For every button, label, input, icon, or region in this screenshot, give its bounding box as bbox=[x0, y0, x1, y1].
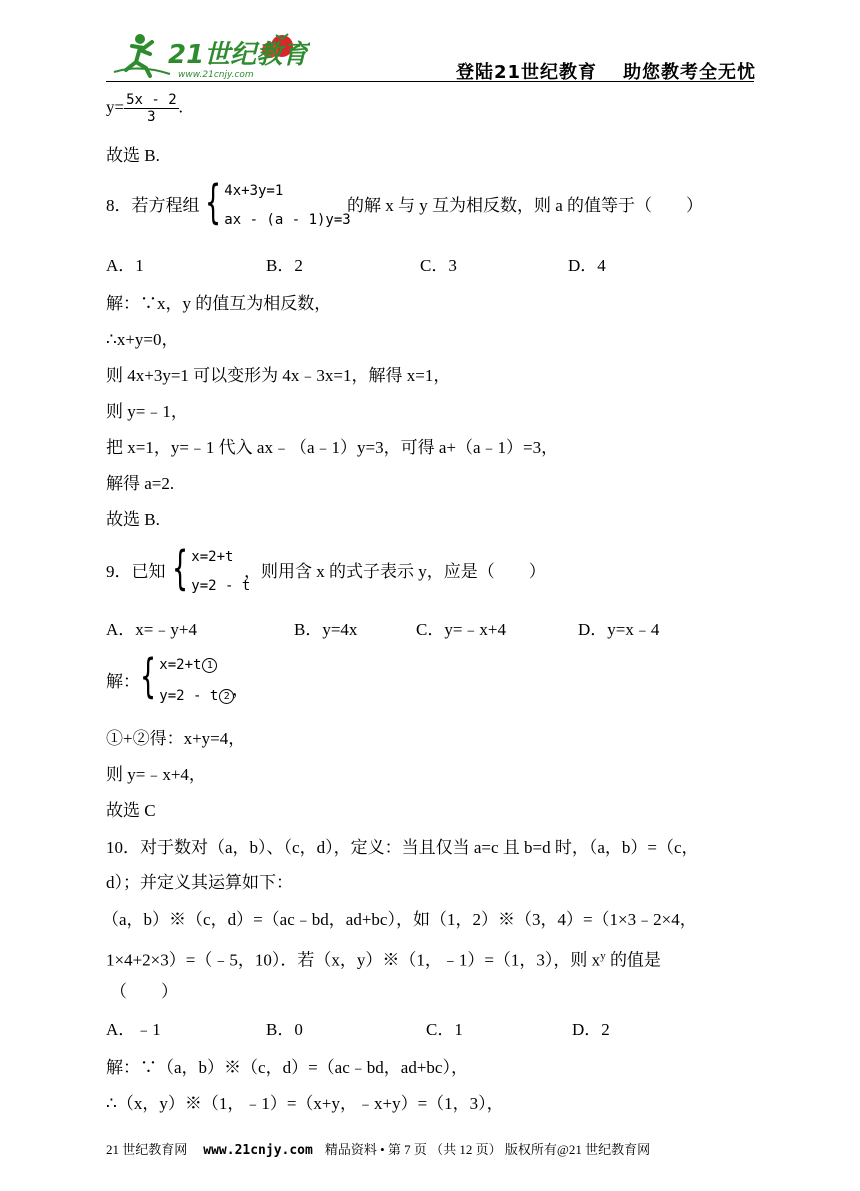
q8-sys-row1: 4x+3y=1 bbox=[224, 183, 284, 199]
q9-solution-line-3: 故选 C bbox=[106, 801, 156, 820]
q9-option-b: B．y=4x bbox=[294, 620, 358, 639]
q7-y-suffix: . bbox=[178, 97, 183, 117]
q8-option-c: C．3 bbox=[420, 256, 457, 275]
q10-stem-line-3: （a，b）※（c，d）=（ac﹣bd，ad+bc），如（1，2）※（3，4）=（1×3﹣2×4， bbox=[102, 910, 697, 929]
q9-sol-row1-text: x=2+t bbox=[159, 657, 202, 673]
slogan-right: 助您教考全无忧 bbox=[623, 62, 757, 83]
logo-graphic bbox=[110, 30, 310, 82]
footer-info: 精品资料 • 第 7 页 （共 12 页） 版权所有@21 世纪教育网 bbox=[324, 1142, 651, 1157]
logo bbox=[110, 30, 310, 82]
q9-solution-system bbox=[140, 649, 234, 706]
page-footer bbox=[106, 1139, 650, 1158]
q10-stem-line-5: （ ） bbox=[110, 982, 178, 1001]
q10-option-c: C．1 bbox=[426, 1020, 463, 1039]
q9-sol-row2 bbox=[159, 687, 234, 706]
circled-1-icon: 1 bbox=[202, 658, 217, 673]
slogan-left: 登陆21世纪教育 bbox=[456, 62, 598, 83]
q7-frac-den: 3 bbox=[147, 109, 156, 125]
q10-stem-line-1: 10．对于数对（a，b）、（c，d），定义：当且仅当 a=c 且 b=d 时，（a，b）=（c， bbox=[106, 838, 699, 857]
q7-frac-num: 5x - 2 bbox=[126, 92, 177, 108]
q7-fraction bbox=[124, 92, 179, 125]
q8-brace: { bbox=[205, 175, 222, 229]
q8-sys-row2: ax - (a - 1)y=3 bbox=[224, 212, 351, 228]
header-divider bbox=[106, 81, 754, 82]
q9-sol-row1 bbox=[159, 656, 234, 675]
q8-option-d: D．4 bbox=[568, 256, 606, 275]
q8-solution-line-2: ∴x+y=0， bbox=[106, 330, 179, 349]
q9-sol-row2-text: y=2 - t bbox=[159, 688, 219, 704]
q9-solution-brace: { bbox=[140, 649, 157, 703]
q8-solution-line-5: 把 x=1，y=﹣1 代入 ax﹣（a﹣1）y=3，可得 a+（a﹣1）=3， bbox=[106, 438, 559, 457]
q9-sys-row1: x=2+t bbox=[191, 549, 234, 565]
q10-line4-exponent: y bbox=[600, 950, 606, 962]
q10-line4-main: 1×4+2×3）=（﹣5，10）．若（x，y）※（1，﹣1）=（1，3），则 x bbox=[106, 950, 601, 970]
footer-site: 21 世纪教育网 bbox=[106, 1142, 188, 1157]
q8-solution-line-1: 解：∵x，y 的值互为相反数， bbox=[106, 294, 332, 313]
q8-option-b: B．2 bbox=[266, 256, 303, 275]
q10-stem-line-2: d）；并定义其运算如下： bbox=[106, 873, 293, 892]
q7-answer: 故选 B. bbox=[106, 146, 160, 165]
q9-solution-prefix: 解： bbox=[106, 672, 140, 691]
q9-solution-line-1: ①+②得：x+y=4， bbox=[106, 729, 246, 748]
logo-url: www.21cnjy.com bbox=[178, 70, 254, 80]
q10-option-a: A．﹣1 bbox=[106, 1020, 161, 1039]
q9-brace: { bbox=[172, 541, 189, 595]
q8-solution-line-3: 则 4x+3y=1 可以变形为 4x﹣3x=1，解得 x=1， bbox=[106, 366, 451, 385]
q10-option-b: B．0 bbox=[266, 1020, 303, 1039]
q8-option-a: A．1 bbox=[106, 256, 144, 275]
q8-solution-line-4: 则 y=﹣1， bbox=[106, 402, 188, 421]
q7-y-prefix: y= bbox=[106, 97, 125, 117]
q9-stem-prefix: 9．已知 bbox=[106, 562, 166, 581]
q10-option-d: D．2 bbox=[572, 1020, 610, 1039]
q8-stem-prefix: 8．若方程组 bbox=[106, 196, 200, 215]
footer-url[interactable]: www.21cnjy.com bbox=[203, 1143, 313, 1158]
q8-solution-line-7: 故选 B. bbox=[106, 510, 160, 529]
q9-stem-suffix: ，则用含 x 的式子表示 y，应是（ ） bbox=[244, 562, 546, 581]
q7-result bbox=[106, 92, 183, 125]
circled-2-icon: 2 bbox=[219, 689, 234, 704]
q9-sys-row2: y=2 - t bbox=[191, 578, 251, 594]
q10-solution-line-1: 解：∵（a，b）※（c，d）=（ac﹣bd，ad+bc）， bbox=[106, 1058, 468, 1077]
q9-equation-system bbox=[172, 541, 251, 596]
q10-stem-line-4 bbox=[106, 946, 661, 971]
q10-line4-end: 的值是 bbox=[605, 950, 661, 970]
logo-wordmark: 21世纪教育 bbox=[168, 40, 309, 70]
q8-equation-system bbox=[205, 175, 351, 230]
q9-option-d: D．y=x﹣4 bbox=[578, 620, 660, 639]
q9-option-a: A．x=﹣y+4 bbox=[106, 620, 197, 639]
q9-solution-line-2: 则 y=﹣x+4， bbox=[106, 765, 206, 784]
q8-solution-line-6: 解得 a=2. bbox=[106, 474, 175, 493]
q9-option-c: C．y=﹣x+4 bbox=[416, 620, 507, 639]
q10-solution-line-2: ∴（x，y）※（1，﹣1）=（x+y，﹣x+y）=（1，3）， bbox=[106, 1094, 504, 1113]
q9-solution-suffix: ， bbox=[232, 680, 249, 699]
q8-stem-suffix: 的解 x 与 y 互为相反数，则 a 的值等于（ ） bbox=[347, 196, 704, 215]
